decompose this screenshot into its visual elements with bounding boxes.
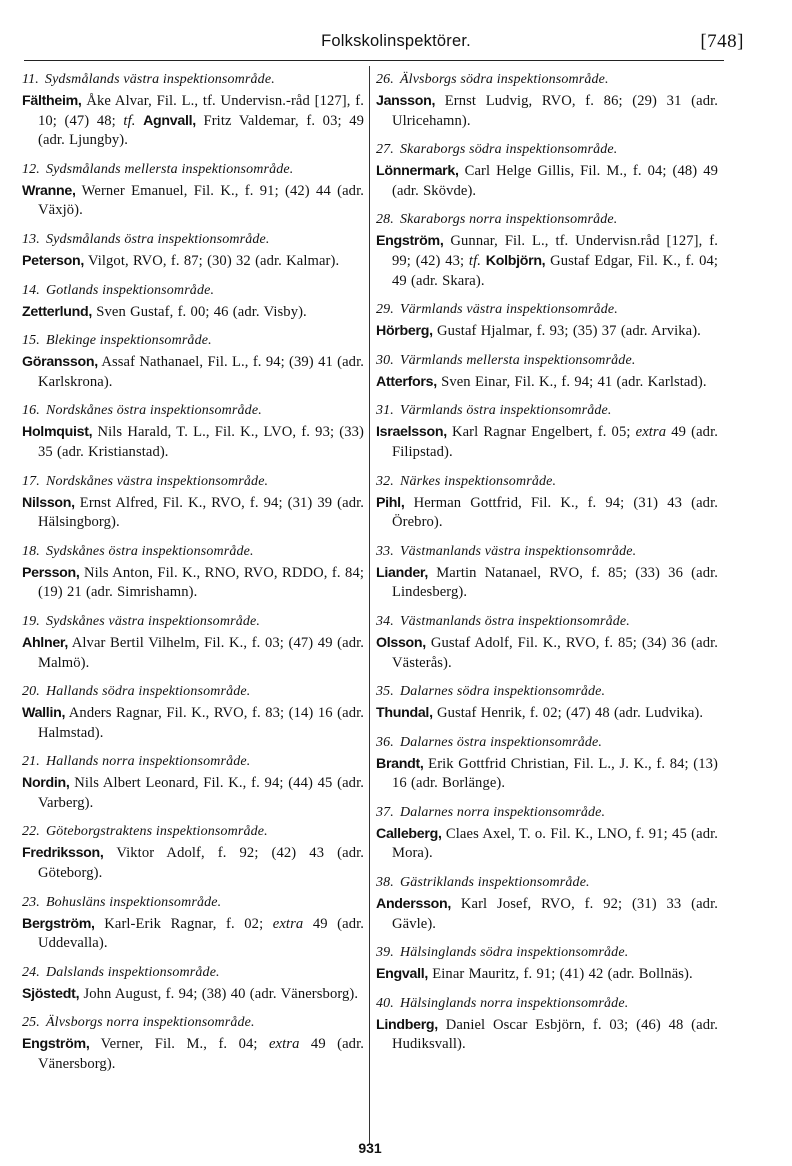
inspector-name: Sjöstedt, <box>22 985 80 1002</box>
area-heading <box>22 230 364 249</box>
area-heading <box>376 943 718 962</box>
detail-text: Viktor Adolf, f. 92; (42) 43 (adr. Göteborg). <box>38 845 364 882</box>
inspector-name: Ahlner, <box>22 634 68 651</box>
area-name: Värmlands mellersta inspektionsområde. <box>399 352 636 368</box>
inspection-area-entry <box>22 682 364 743</box>
detail-text: Gustaf Henrik, f. 02; (47) 48 (adr. Ludvika). <box>432 705 704 722</box>
area-name: Skaraborgs norra inspektionsområde. <box>399 212 618 228</box>
inspector-record <box>376 755 718 794</box>
area-number: 12. <box>22 161 40 177</box>
area-heading <box>376 612 718 631</box>
inspection-area-entry <box>22 963 364 1005</box>
detail-text: Karl Ragnar Engelbert, f. 05; <box>446 424 636 441</box>
detail-text: John August, f. 94; (38) 40 (adr. Vänersborg). <box>79 985 359 1002</box>
inspector-name: Liander, <box>376 564 429 581</box>
inspector-details <box>437 374 707 390</box>
detail-text: Anders Ragnar, Fil. K., RVO, f. 83; (14) 16 (adr. Halmstad). <box>38 705 364 741</box>
detail-text: Werner Emanuel, Fil. K., f. 91; (42) 44 (adr. Växjö). <box>38 182 364 219</box>
inspector-record <box>376 704 718 724</box>
area-name: Västmanlands västra inspektionsområde. <box>399 543 637 559</box>
inspector-record <box>22 1035 364 1074</box>
area-heading <box>376 733 718 752</box>
inspector-name: Wallin, <box>22 705 66 722</box>
inspector-record <box>376 92 718 131</box>
inspector-details <box>392 826 718 862</box>
inspector-record <box>376 1016 718 1055</box>
area-number: 24. <box>22 964 40 980</box>
area-heading <box>22 893 364 912</box>
area-heading <box>376 542 718 561</box>
area-name: Älvsborgs norra inspektionsområde. <box>45 1015 255 1031</box>
inspector-record <box>22 252 364 272</box>
detail-text: Nils Anton, Fil. K., RNO, RVO, RDDO, f. 84; (19) 21 (adr. Simrishamn). <box>38 564 364 601</box>
inspector-record <box>22 915 364 954</box>
area-name: Dalarnes södra inspektionsområde. <box>399 684 606 700</box>
inspector-name: Atterfors, <box>376 373 437 390</box>
area-name: Blekinge inspektionsområde. <box>45 333 212 349</box>
area-name: Värmlands östra inspektionsområde. <box>399 403 612 419</box>
page-number: 931 <box>358 1140 382 1156</box>
area-number: 29. <box>376 302 394 318</box>
detail-text: Claes Axel, T. o. Fil. K., LNO, f. 91; 45 (adr. Mora). <box>392 825 718 862</box>
inspector-name: Engström, <box>376 233 444 250</box>
inspector-record <box>22 182 364 221</box>
area-number: 39. <box>376 945 394 961</box>
inspection-area-entry <box>376 351 718 393</box>
inspector-name: Andersson, <box>376 896 452 913</box>
inspector-details <box>79 986 358 1002</box>
detail-text: Alvar Bertil Vilhelm, Fil. K., f. 03; (47) 49 (adr. Malmö). <box>38 634 364 671</box>
inspector-record <box>376 373 718 393</box>
page-reference: [748] <box>700 31 744 52</box>
area-name: Hälsinglands norra inspektionsområde. <box>399 995 629 1011</box>
inspector-details <box>38 495 364 531</box>
italic-note: tf. <box>123 112 136 129</box>
area-heading <box>376 351 718 370</box>
inspector-name: Fältheim, <box>22 93 82 109</box>
detail-text: Karl Josef, RVO, f. 92; (31) 33 (adr. Gävle). <box>392 896 718 932</box>
area-heading <box>22 963 364 982</box>
area-name: Gotlands inspektionsområde. <box>45 282 215 298</box>
area-heading <box>376 682 718 701</box>
area-heading <box>22 160 364 179</box>
inspector-record <box>376 494 718 533</box>
inspection-area-entry <box>376 733 718 794</box>
inspection-area-entry <box>22 752 364 813</box>
area-heading <box>22 472 364 491</box>
detail-text: 49 (adr. Filipstad). <box>392 424 718 460</box>
inspector-details <box>84 253 339 269</box>
area-number: 14. <box>22 282 40 298</box>
area-number: 34. <box>376 613 394 629</box>
inspection-area-entry <box>376 682 718 724</box>
area-number: 13. <box>22 231 40 247</box>
inspection-area-entry <box>22 893 364 954</box>
area-heading <box>376 472 718 491</box>
inspector-record <box>376 232 718 291</box>
deputy-inspector-name: Agnvall, <box>143 112 196 129</box>
inspection-area-entry <box>22 230 364 272</box>
area-heading <box>376 70 718 89</box>
inspection-area-entry <box>22 542 364 603</box>
area-name: Nordskånes västra inspektionsområde. <box>45 473 269 489</box>
inspection-area-entry <box>376 803 718 864</box>
area-number: 16. <box>22 403 40 419</box>
area-name: Sydsmålands östra inspektionsområde. <box>45 231 270 247</box>
area-number: 11. <box>22 72 39 87</box>
area-name: Dalarnes norra inspektionsområde. <box>399 804 606 820</box>
inspector-record <box>376 564 718 603</box>
detail-text: Karl-Erik Ragnar, f. 02; <box>94 915 273 932</box>
inspector-name: Engvall, <box>376 966 429 983</box>
area-name: Dalslands inspektionsområde. <box>45 964 220 980</box>
column-divider <box>369 66 370 1144</box>
inspection-area-entry <box>376 994 718 1055</box>
detail-text: Gunnar, Fil. L., tf. Undervisn.råd [127], f. 99; (42) 43; <box>392 233 718 269</box>
area-number: 25. <box>22 1015 40 1031</box>
area-number: 18. <box>22 543 40 559</box>
detail-text: Daniel Oscar Esbjörn, f. 03; (46) 48 (adr. Hudiksvall). <box>392 1016 718 1053</box>
area-number: 15. <box>22 333 40 349</box>
inspector-name: Jansson, <box>376 93 436 109</box>
inspector-record <box>22 985 364 1005</box>
inspector-details <box>392 565 718 601</box>
inspector-details <box>38 183 364 219</box>
inspector-details <box>392 93 718 129</box>
inspector-details <box>38 705 364 741</box>
area-heading <box>22 822 364 841</box>
detail-text: Sven Gustaf, f. 00; 46 (adr. Visby). <box>92 303 307 320</box>
detail-text: Nils Albert Leonard, Fil. K., f. 94; (44) 45 (adr. Varberg). <box>38 775 364 811</box>
area-heading <box>22 682 364 701</box>
inspector-details <box>428 966 693 982</box>
area-heading <box>22 1013 364 1032</box>
inspector-details <box>392 1017 718 1053</box>
detail-text: Assaf Nathanael, Fil. L., f. 94; (39) 41 (adr. Karlskrona). <box>38 354 364 390</box>
area-name: Dalarnes östra inspektionsområde. <box>399 734 603 750</box>
inspector-record <box>376 965 718 985</box>
area-name: Sydsmålands västra inspektionsområde. <box>44 72 275 87</box>
inspection-area-entry <box>376 300 718 342</box>
detail-text: Fritz Valdemar, f. 03; 49 (adr. Ljungby). <box>38 112 365 149</box>
inspector-name: Holmquist, <box>22 424 93 441</box>
inspection-area-entry <box>376 472 718 533</box>
area-heading <box>22 70 364 89</box>
inspector-name: Peterson, <box>22 252 84 269</box>
detail-text: 49 (adr. Uddevalla). <box>38 915 364 952</box>
inspection-area-entry <box>22 822 364 883</box>
detail-text: Martin Natanael, RVO, f. 85; (33) 36 (adr. Lindesberg). <box>392 564 718 601</box>
area-number: 30. <box>376 352 394 368</box>
left-column <box>22 70 364 1084</box>
area-name: Sydskånes västra inspektionsområde. <box>45 613 261 629</box>
italic-note: extra <box>635 424 667 441</box>
inspector-details <box>392 756 718 792</box>
area-name: Sydsmålands mellersta inspektionsområde. <box>45 161 294 177</box>
area-number: 22. <box>22 824 40 840</box>
detail-text: Erik Gottfrid Christian, Fil. L., J. K., f. 84; (13) 16 (adr. Borlänge). <box>392 755 718 792</box>
detail-text: Einar Mauritz, f. 91; (41) 42 (adr. Bollnäs). <box>428 966 693 983</box>
area-heading <box>22 752 364 771</box>
inspector-name: Wranne, <box>22 182 76 199</box>
inspector-record <box>376 162 718 201</box>
area-heading <box>376 401 718 420</box>
detail-text: Gustaf Hjalmar, f. 93; (35) 37 (adr. Arvika). <box>432 323 701 340</box>
area-heading <box>22 401 364 420</box>
area-number: 20. <box>22 684 40 700</box>
area-heading <box>376 140 718 159</box>
inspector-name: Zetterlund, <box>22 303 92 320</box>
inspector-record <box>22 634 364 673</box>
area-number: 40. <box>376 995 394 1011</box>
italic-note: extra <box>268 1036 300 1053</box>
inspector-record <box>376 322 718 342</box>
area-heading <box>376 210 718 229</box>
right-column <box>376 70 718 1064</box>
italic-note: tf. <box>468 252 481 269</box>
area-heading <box>22 281 364 300</box>
inspector-record <box>22 423 364 462</box>
inspection-area-entry <box>22 160 364 221</box>
area-number: 33. <box>376 543 394 559</box>
inspection-area-entry <box>376 943 718 985</box>
inspector-details <box>38 565 364 601</box>
area-heading <box>22 612 364 631</box>
inspection-area-entry <box>22 70 364 151</box>
inspector-details <box>92 304 307 320</box>
area-name: Bohusläns inspektionsområde. <box>45 894 222 910</box>
inspection-area-entry <box>376 873 718 934</box>
area-number: 19. <box>22 613 40 629</box>
inspector-record <box>22 704 364 743</box>
detail-text <box>135 113 143 129</box>
area-heading <box>22 542 364 561</box>
italic-note: extra <box>272 915 304 932</box>
area-heading <box>376 300 718 319</box>
inspector-name: Pihl, <box>376 494 405 511</box>
inspector-name: Olsson, <box>376 634 426 651</box>
inspection-area-entry <box>376 401 718 462</box>
inspection-area-entry <box>22 472 364 533</box>
area-name: Nordskånes östra inspektionsområde. <box>45 403 262 419</box>
inspector-name: Fredriksson, <box>22 845 104 862</box>
area-number: 35. <box>376 684 394 700</box>
inspection-area-entry <box>376 210 718 291</box>
detail-text: Åke Alvar, Fil. L., tf. Undervisn.-råd [127], f. 10; (47) 48; <box>38 93 364 129</box>
inspector-details <box>392 635 718 671</box>
inspector-record <box>376 895 718 934</box>
detail-text: Gustaf Adolf, Fil. K., RVO, f. 85; (34) 36 (adr. Västerås). <box>392 634 718 671</box>
area-number: 36. <box>376 734 394 750</box>
inspector-details <box>392 495 718 531</box>
inspector-record <box>22 303 364 323</box>
inspector-record <box>22 774 364 813</box>
inspector-record <box>376 423 718 462</box>
inspector-record <box>376 634 718 673</box>
area-heading <box>376 803 718 822</box>
inspection-area-entry <box>22 1013 364 1074</box>
inspector-name: Calleberg, <box>376 825 442 842</box>
area-heading <box>376 994 718 1013</box>
inspector-record <box>22 564 364 603</box>
area-name: Skaraborgs södra inspektionsområde. <box>399 142 618 158</box>
detail-text: Ernst Alfred, Fil. K., RVO, f. 94; (31) 39 (adr. Hälsingborg). <box>38 494 364 531</box>
inspection-area-entry <box>376 140 718 201</box>
inspection-area-entry <box>376 612 718 673</box>
inspector-name: Engström, <box>22 1036 90 1053</box>
deputy-inspector-name: Kolbjörn, <box>485 252 546 269</box>
area-number: 21. <box>22 754 40 770</box>
detail-text: Ernst Ludvig, RVO, f. 86; (29) 31 (adr. Ulricehamn). <box>392 93 718 129</box>
inspector-name: Nilsson, <box>22 494 75 511</box>
area-name: Hallands södra inspektionsområde. <box>45 684 251 700</box>
inspector-record <box>22 494 364 533</box>
area-number: 31. <box>376 403 394 419</box>
area-number: 17. <box>22 473 40 489</box>
inspector-name: Lindberg, <box>376 1016 438 1033</box>
detail-text: Verner, Fil. M., f. 04; <box>89 1036 269 1053</box>
inspector-record <box>376 825 718 864</box>
inspector-details <box>38 635 364 671</box>
area-number: 38. <box>376 875 394 891</box>
detail-text: Carl Helge Gillis, Fil. M., f. 04; (48) 49 (adr. Skövde). <box>392 163 718 199</box>
inspector-details <box>433 705 703 721</box>
inspector-record <box>22 353 364 392</box>
inspection-area-entry <box>376 70 718 131</box>
area-name: Västmanlands östra inspektionsområde. <box>399 613 630 629</box>
area-number: 27. <box>376 142 394 158</box>
detail-text: Vilgot, RVO, f. 87; (30) 32 (adr. Kalmar). <box>83 252 340 269</box>
area-number: 26. <box>376 72 394 87</box>
area-name: Sydskånes östra inspektionsområde. <box>45 543 254 559</box>
area-number: 28. <box>376 212 394 228</box>
detail-text: 49 (adr. Vänersborg). <box>38 1036 364 1073</box>
detail-text: Nils Harald, T. L., Fil. K., LVO, f. 93; (33) 35 (adr. Kristianstad). <box>38 424 364 460</box>
area-name: Hälsinglands södra inspektionsområde. <box>399 945 629 961</box>
inspector-name: Göransson, <box>22 354 98 371</box>
detail-text: Sven Einar, Fil. K., f. 94; 41 (adr. Karlstad). <box>436 373 707 390</box>
area-heading <box>376 873 718 892</box>
area-heading <box>22 331 364 350</box>
area-name: Värmlands västra inspektionsområde. <box>399 302 618 318</box>
area-number: 32. <box>376 473 394 489</box>
inspector-name: Persson, <box>22 564 80 581</box>
inspection-area-entry <box>376 542 718 603</box>
inspector-name: Bergström, <box>22 915 95 932</box>
inspection-area-entry <box>22 612 364 673</box>
inspector-name: Lönnermark, <box>376 163 459 180</box>
inspection-area-entry <box>22 331 364 392</box>
area-number: 23. <box>22 894 40 910</box>
area-name: Älvsborgs södra inspektionsområde. <box>399 72 609 87</box>
inspector-details <box>433 323 701 339</box>
inspector-name: Brandt, <box>376 755 424 772</box>
inspector-record <box>22 844 364 883</box>
area-name: Hallands norra inspektionsområde. <box>45 754 251 770</box>
inspector-details <box>38 775 364 811</box>
inspector-name: Nordin, <box>22 775 70 792</box>
detail-text: Herman Gottfrid, Fil. K., f. 94; (31) 43 (adr. Örebro). <box>392 494 718 531</box>
inspector-name: Hörberg, <box>376 323 433 340</box>
area-name: Göteborgstraktens inspektionsområde. <box>45 824 268 840</box>
header-rule <box>24 60 724 61</box>
inspector-name: Israelsson, <box>376 424 447 441</box>
inspector-name: Thundal, <box>376 705 433 722</box>
running-title: Folkskolinspektörer. <box>321 32 471 50</box>
inspector-details <box>38 93 364 148</box>
page-header <box>22 32 770 60</box>
inspector-record <box>22 92 364 151</box>
detail-text: Gustaf Edgar, Fil. K., f. 04; 49 (adr. Skara). <box>392 252 719 289</box>
inspection-area-entry <box>22 401 364 462</box>
area-name: Närkes inspektionsområde. <box>399 473 557 489</box>
area-name: Gästriklands inspektionsområde. <box>399 875 590 891</box>
area-number: 37. <box>376 804 394 820</box>
inspection-area-entry <box>22 281 364 323</box>
